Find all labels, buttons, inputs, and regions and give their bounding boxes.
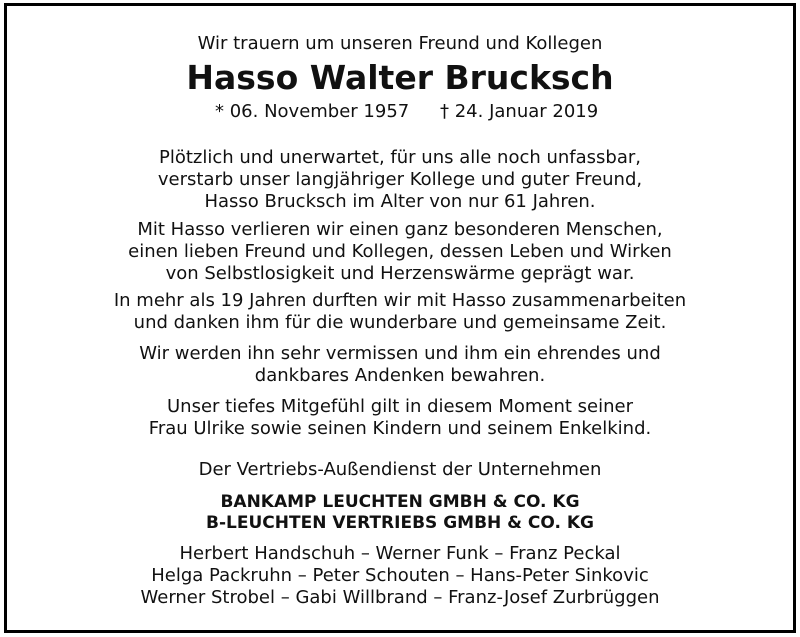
paragraph-5-line-1: Unser tiefes Mitgefühl gilt in diesem Moment seiner [167,396,633,417]
names-line-3: Werner Strobel – Gabi Willbrand – Franz-Josef Zurbrüggen [140,587,660,608]
birth-date: * 06. November 1957 [215,101,410,122]
paragraph-5-line-2: Frau Ulrike sowie seinen Kindern und seinem Enkelkind. [148,418,652,439]
paragraph-3-line-1: In mehr als 19 Jahren durften wir mit Hasso zusammenarbeiten [113,290,687,311]
death-date: † 24. Januar 2019 [440,101,599,122]
company-2: B-LEUCHTEN VERTRIEBS GMBH & CO. KG [206,513,594,533]
deceased-name: Hasso Walter Brucksch [186,58,614,97]
paragraph-4-line-1: Wir werden ihn sehr vermissen und ihm ein ehrendes und [139,343,661,364]
paragraph-2-line-1: Mit Hasso verlieren wir einen ganz besonderen Menschen, [137,219,663,240]
paragraph-1-line-2: verstarb unser langjähriger Kollege und guter Freund, [157,169,643,190]
company-1: BANKAMP LEUCHTEN GMBH & CO. KG [220,492,580,512]
names-line-2: Helga Packruhn – Peter Schouten – Hans-Peter Sinkovic [151,565,649,586]
paragraph-3-line-2: und danken ihm für die wunderbare und gemeinsame Zeit. [133,312,667,333]
paragraph-1-line-1: Plötzlich und unerwartet, für uns alle noch unfassbar, [158,147,642,168]
paragraph-4-line-2: dankbares Andenken bewahren. [254,365,546,386]
names-line-1: Herbert Handschuh – Werner Funk – Franz Peckal [179,543,621,564]
paragraph-1-line-3: Hasso Brucksch im Alter von nur 61 Jahren. [204,191,596,212]
paragraph-2-line-2: einen lieben Freund und Kollegen, dessen Leben und Wirken [128,241,672,262]
signoff-line: Der Vertriebs-Außendienst der Unternehmen [198,459,602,480]
intro-line: Wir trauern um unseren Freund und Kollegen [197,33,603,54]
paragraph-2-line-3: von Selbstlosigkeit und Herzenswärme geprägt war. [165,263,635,284]
